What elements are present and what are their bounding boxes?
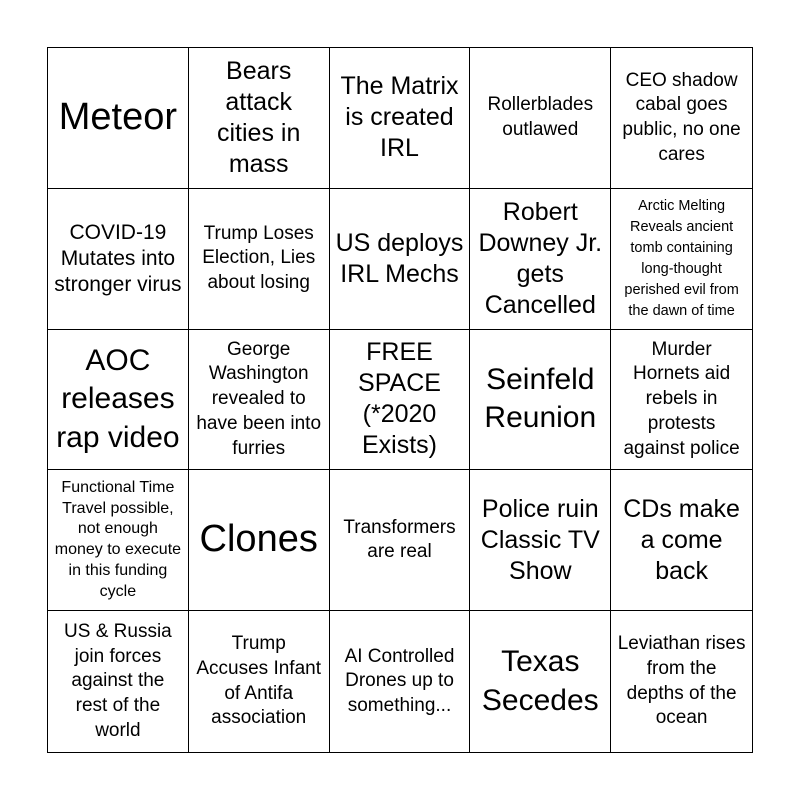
bingo-cell-r1c4[interactable] xyxy=(470,48,611,189)
cell-text: AOC releases rap video xyxy=(56,343,180,454)
bingo-cell-r4c5[interactable] xyxy=(611,470,752,611)
bingo-cell-r5c5[interactable] xyxy=(611,611,752,752)
cell-text: Clones xyxy=(199,518,318,561)
cell-text: Seinfeld Reunion xyxy=(484,363,597,435)
bingo-cell-r5c1[interactable] xyxy=(48,611,189,752)
bingo-cell-r4c1[interactable] xyxy=(48,470,189,611)
cell-text: Functional Time Travel possible, not enough money to execute in this funding cycle xyxy=(54,478,182,600)
cell-text: US deploys IRL Mechs xyxy=(335,228,464,288)
cell-text: Texas Secedes xyxy=(481,645,599,717)
bingo-cell-r3c2[interactable] xyxy=(189,330,330,471)
bingo-cell-r2c2[interactable] xyxy=(189,189,330,330)
bingo-cell-r3c5[interactable] xyxy=(611,330,752,471)
cell-text: Meteor xyxy=(58,96,178,138)
bingo-cell-r5c4[interactable] xyxy=(470,611,611,752)
bingo-cell-r1c5[interactable] xyxy=(611,48,752,189)
cell-text: Police ruin Classic TV Show xyxy=(480,494,600,585)
bingo-cell-r1c2[interactable] xyxy=(189,48,330,189)
cell-text: Leviathan rises from the depths of the ocean xyxy=(617,633,746,729)
cell-text: FREE SPACE (*2020 Exists) xyxy=(358,338,441,460)
bingo-cell-r4c4[interactable] xyxy=(470,470,611,611)
cell-text: Rollerblades outlawed xyxy=(487,94,594,140)
bingo-cell-r3c4[interactable] xyxy=(470,330,611,471)
cell-text: George Washington revealed to have been into furries xyxy=(196,338,322,459)
bingo-cell-r2c3[interactable] xyxy=(330,189,471,330)
cell-text: Transformers are real xyxy=(343,516,456,563)
cell-text: Trump Loses Election, Lies about losing xyxy=(202,222,316,294)
bingo-cell-r2c1[interactable] xyxy=(48,189,189,330)
bingo-cell-r4c2[interactable] xyxy=(189,470,330,611)
bingo-cell-free-space[interactable] xyxy=(330,330,471,471)
bingo-cell-r2c4[interactable] xyxy=(470,189,611,330)
bingo-cell-r1c3[interactable] xyxy=(330,48,471,189)
cell-text: US & Russia join forces against the rest of the world xyxy=(64,620,172,741)
cell-text: COVID-19 Mutates into stronger virus xyxy=(54,221,182,296)
bingo-cell-r5c2[interactable] xyxy=(189,611,330,752)
cell-text: Robert Downey Jr. gets Cancelled xyxy=(478,197,603,319)
cell-text: The Matrix is created IRL xyxy=(340,72,459,163)
bingo-cell-r3c1[interactable] xyxy=(48,330,189,471)
cell-text: Bears attack cities in mass xyxy=(217,56,301,178)
cell-text: AI Controlled Drones up to something... xyxy=(344,645,455,716)
bingo-cell-r1c1[interactable] xyxy=(48,48,189,189)
cell-text: CDs make a come back xyxy=(623,494,740,585)
bingo-cell-r2c5[interactable] xyxy=(611,189,752,330)
cell-text: Trump Accuses Infant of Antifa association xyxy=(196,633,321,729)
bingo-cell-r5c3[interactable] xyxy=(330,611,471,752)
bingo-board xyxy=(47,47,753,753)
cell-text: Arctic Melting Reveals ancient tomb containing long-thought perished evil from the dawn of time xyxy=(624,197,739,319)
bingo-cell-r4c3[interactable] xyxy=(330,470,471,611)
cell-text: Murder Hornets aid rebels in protests against police xyxy=(623,338,740,459)
cell-text: CEO shadow cabal goes public, no one cares xyxy=(622,69,741,165)
